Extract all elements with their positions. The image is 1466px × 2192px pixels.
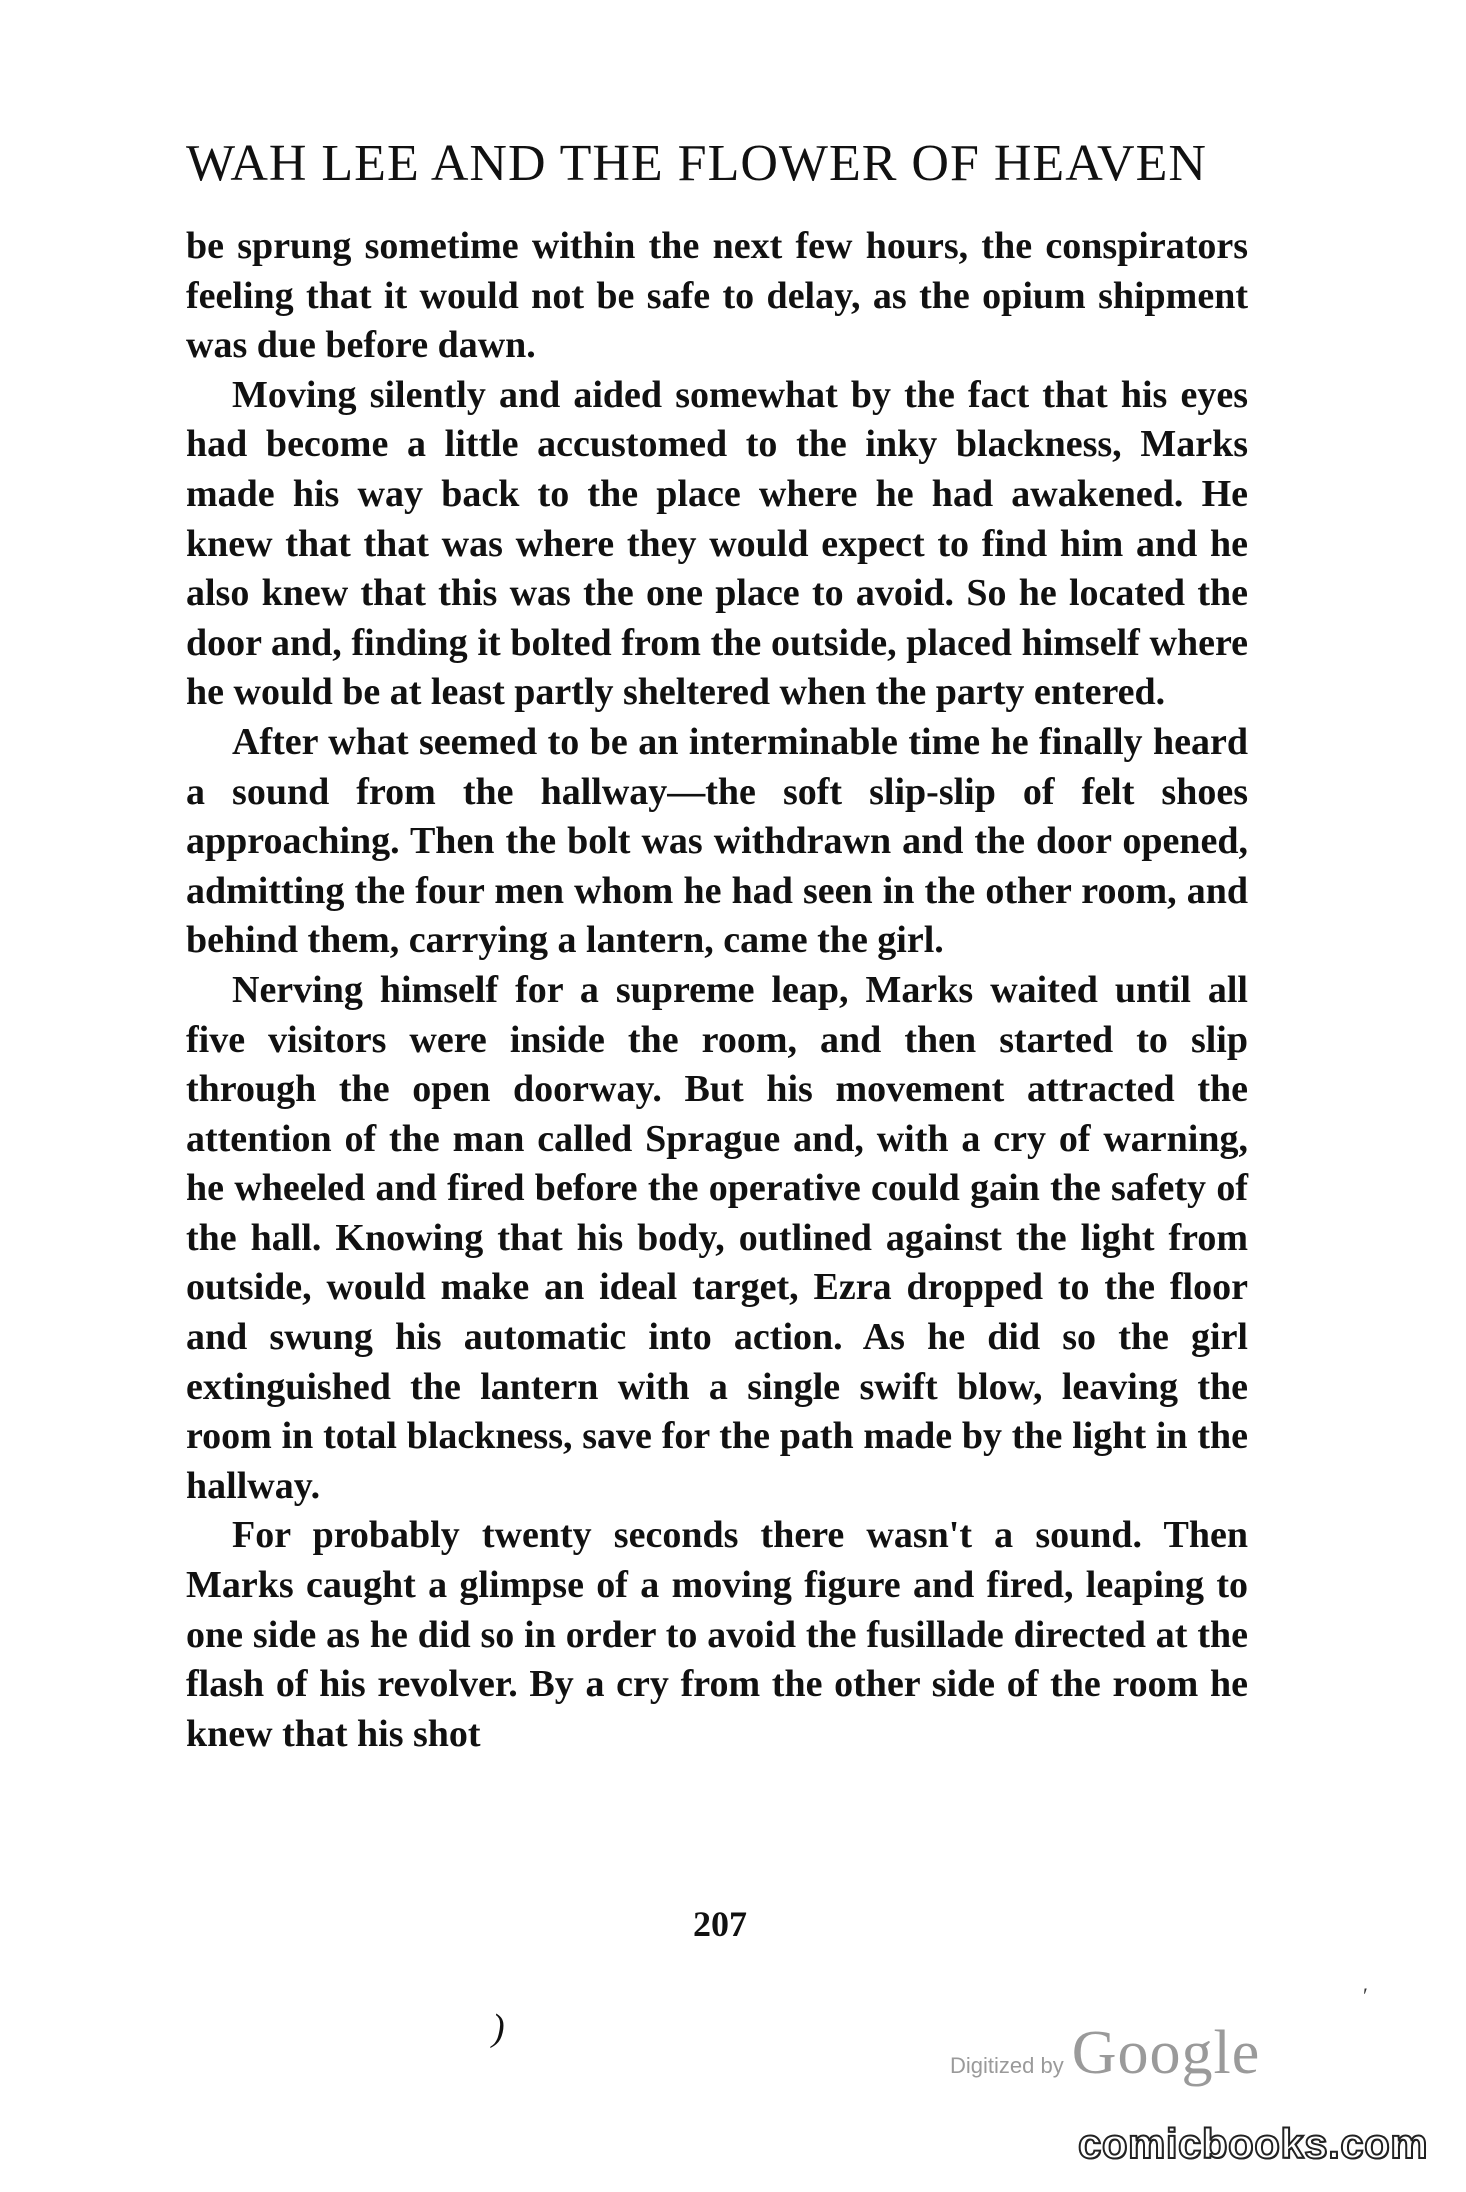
paragraph: be sprung sometime within the next few hours, the conspirators feeling that it would not be safe to delay, as the opium shipment was due before dawn. bbox=[186, 225, 1248, 367]
paragraph: After what seemed to be an interminable time he finally heard a sound from the hallway—the soft slip-slip of felt shoes approaching. Then the bolt was withdrawn and the door opened, admitting the four men whom he had seen in the other room, and behind them, carrying a lantern, came the girl. bbox=[186, 720, 1248, 962]
paragraph: Moving silently and aided somewhat by the fact that his eyes had become a little accustomed to the inky blackness, Marks made his way back to the place where he had awakened. He knew that that was where they would expect to find him and he also knew that this was the one place to avoid. So he located the door and, finding it bolted from the outside, placed himself where he would be at least partly sheltered when the party entered. bbox=[186, 373, 1248, 714]
paragraph: Nerving himself for a supreme leap, Marks waited until all five visitors were inside the room, and then started to slip through the open doorway. But his movement attracted the attention of the man called Sprague and, with a cry of warning, he wheeled and fired before the operative could gain the safety of the hall. Knowing that his body, outlined against the light from outside, would make an ideal target, Ezra dropped to the floor and swung his automatic into action. As he did so the girl extinguished the lantern with a single swift blow, leaving the room in total blackness, save for the path made by the light in the hallway. bbox=[186, 968, 1248, 1507]
scan-speck-icon: ′ bbox=[1363, 1983, 1368, 2008]
stray-mark: ) bbox=[492, 2007, 505, 2049]
paragraph: For probably twenty seconds there wasn't a sound. Then Marks caught a glimpse of a moving figure and fired, leaping to one side as he did so in order to avoid the fusillade directed at the flash of his revolver. By a cry from the other side of the room he knew that his shot bbox=[186, 1514, 1248, 1755]
google-wordmark: Google bbox=[1071, 2019, 1261, 2087]
site-watermark: comicbooks.com bbox=[1078, 2120, 1429, 2167]
digitized-by-google bbox=[950, 2018, 1260, 2088]
digitized-by-label: Digitized by bbox=[950, 2053, 1064, 2078]
body-text bbox=[186, 222, 1248, 1759]
running-head: WAH LEE AND THE FLOWER OF HEAVEN bbox=[186, 135, 1207, 192]
page-number: 207 bbox=[693, 1904, 747, 1944]
